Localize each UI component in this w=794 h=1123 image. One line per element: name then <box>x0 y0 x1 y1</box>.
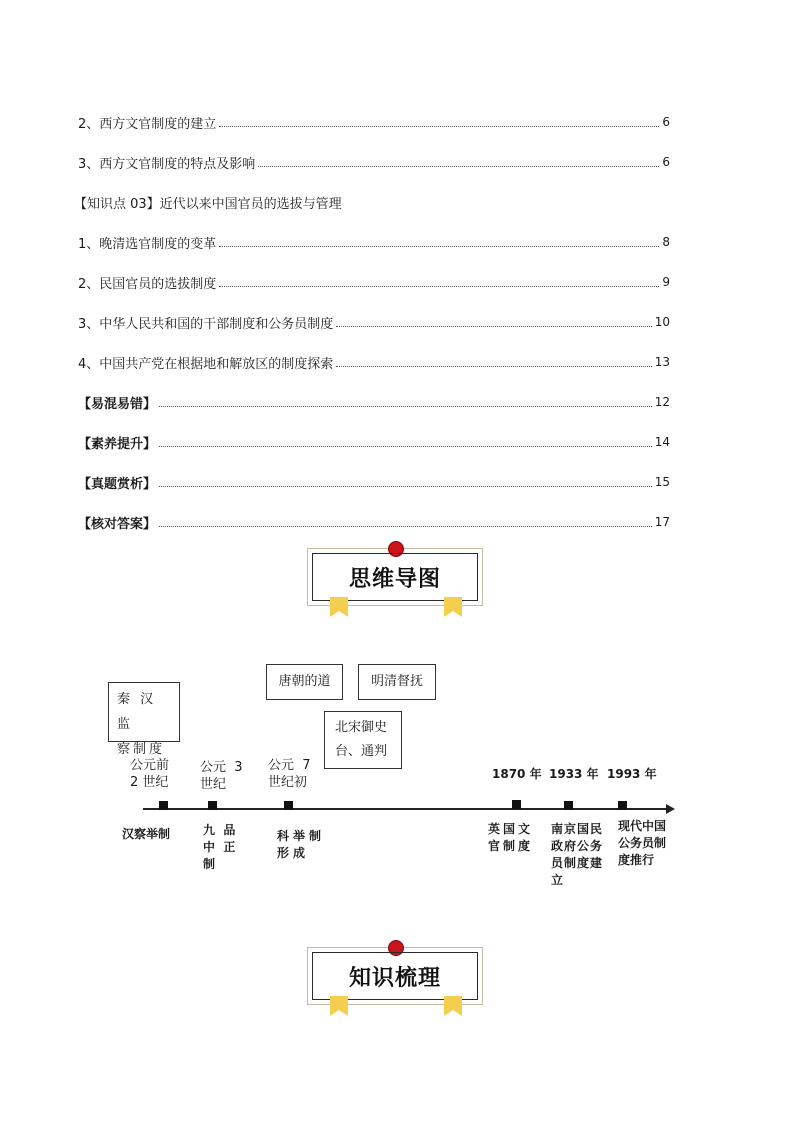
mindmap-banner <box>307 548 483 606</box>
date-label: 1870 年 <box>492 767 542 781</box>
toc-leader <box>219 286 659 287</box>
ribbon-tag-icon <box>330 996 348 1016</box>
toc-item-label: 【真题赏析】 <box>78 476 157 492</box>
date-label: 1933 年 <box>549 767 599 781</box>
toc-item-page: 15 <box>654 475 670 489</box>
event-label: 九 品 中 正 制 <box>203 823 236 871</box>
ribbon-tag-icon <box>444 597 462 617</box>
toc-item-page: 9 <box>662 275 670 289</box>
date-label: 公元 3 世纪 <box>200 760 243 792</box>
timeline-marker <box>208 801 217 810</box>
toc-section-heading[interactable] <box>74 192 342 212</box>
toc-item-label: 4、中国共产党在根据地和解放区的制度探索 <box>78 356 334 372</box>
toc-item[interactable] <box>78 232 670 252</box>
toc-item-page: 12 <box>654 395 670 409</box>
toc-leader <box>336 326 651 327</box>
date-label: 公元前 2 世纪 <box>130 758 170 790</box>
timeline-marker <box>512 800 521 809</box>
toc-leader <box>159 526 652 527</box>
toc-item-label: 【易混易错】 <box>78 396 157 412</box>
toc-item-page: 8 <box>662 235 670 249</box>
event-label: 现代中国 公务员制 度推行 <box>618 819 667 867</box>
toc-leader <box>336 366 651 367</box>
toc-item-label: 【核对答案】 <box>78 516 157 532</box>
toc-item-page: 10 <box>654 315 670 329</box>
arrow-right-icon <box>666 804 675 814</box>
toc-item-label: 2、民国官员的选拔制度 <box>78 276 217 292</box>
tang-dao-box: 唐朝的道 <box>266 664 343 700</box>
mingqing-dufu-box: 明清督抚 <box>358 664 436 700</box>
date-label: 公元 7 世纪初 <box>268 758 311 790</box>
event-label: 汉察举制 <box>122 827 171 841</box>
toc-item-label: 1、晚清选官制度的变革 <box>78 236 217 252</box>
toc-item[interactable] <box>78 472 670 492</box>
timeline-marker <box>159 801 168 810</box>
event-label: 英国文 官制度 <box>488 822 534 853</box>
toc-item[interactable] <box>78 272 670 292</box>
toc-leader <box>159 486 652 487</box>
timeline-marker <box>564 801 573 810</box>
banner-frame <box>312 952 478 1000</box>
toc-item-page: 13 <box>654 355 670 369</box>
toc-leader <box>159 406 652 407</box>
toc-item-label: 3、西方文官制度的特点及影响 <box>78 156 256 172</box>
toc-leader <box>159 446 652 447</box>
timeline-marker <box>284 801 293 810</box>
toc-item-page: 6 <box>662 115 670 129</box>
ribbon-tag-icon <box>330 597 348 617</box>
mindmap-title: 思维导图 <box>348 566 441 592</box>
banner-frame <box>312 553 478 601</box>
toc-leader <box>258 166 659 167</box>
toc-item-page: 17 <box>654 515 670 529</box>
toc-item-label: 2、西方文官制度的建立 <box>78 116 217 132</box>
knowledge-title: 知识梳理 <box>348 965 441 991</box>
beisong-yushitai-box: 北宋御史 台、通判 <box>324 711 402 769</box>
toc-heading-label: 【知识点 03】近代以来中国官员的选拔与管理 <box>74 196 342 212</box>
toc-item-page: 6 <box>662 155 670 169</box>
date-label: 1993 年 <box>607 767 657 781</box>
toc-item[interactable] <box>78 112 670 132</box>
ribbon-tag-icon <box>444 996 462 1016</box>
event-label: 南京国民 政府公务 员制度建 立 <box>551 822 604 887</box>
knowledge-banner <box>307 947 483 1005</box>
toc-item[interactable] <box>78 352 670 372</box>
toc-item[interactable] <box>78 432 670 452</box>
qinhan-supervision-box: 秦 汉 监 察制度 <box>108 682 180 742</box>
toc-leader <box>219 126 659 127</box>
toc-item-label: 【素养提升】 <box>78 436 157 452</box>
toc-item-label: 3、中华人民共和国的干部制度和公务员制度 <box>78 316 334 332</box>
toc-item-page: 14 <box>654 435 670 449</box>
timeline-marker <box>618 801 627 810</box>
toc-leader <box>219 246 659 247</box>
timeline-axis <box>143 808 668 810</box>
toc-item[interactable] <box>78 312 670 332</box>
event-label: 科举制 形成 <box>277 829 326 860</box>
toc-item[interactable] <box>78 392 670 412</box>
toc-item[interactable] <box>78 152 670 172</box>
toc-item[interactable] <box>78 512 670 532</box>
